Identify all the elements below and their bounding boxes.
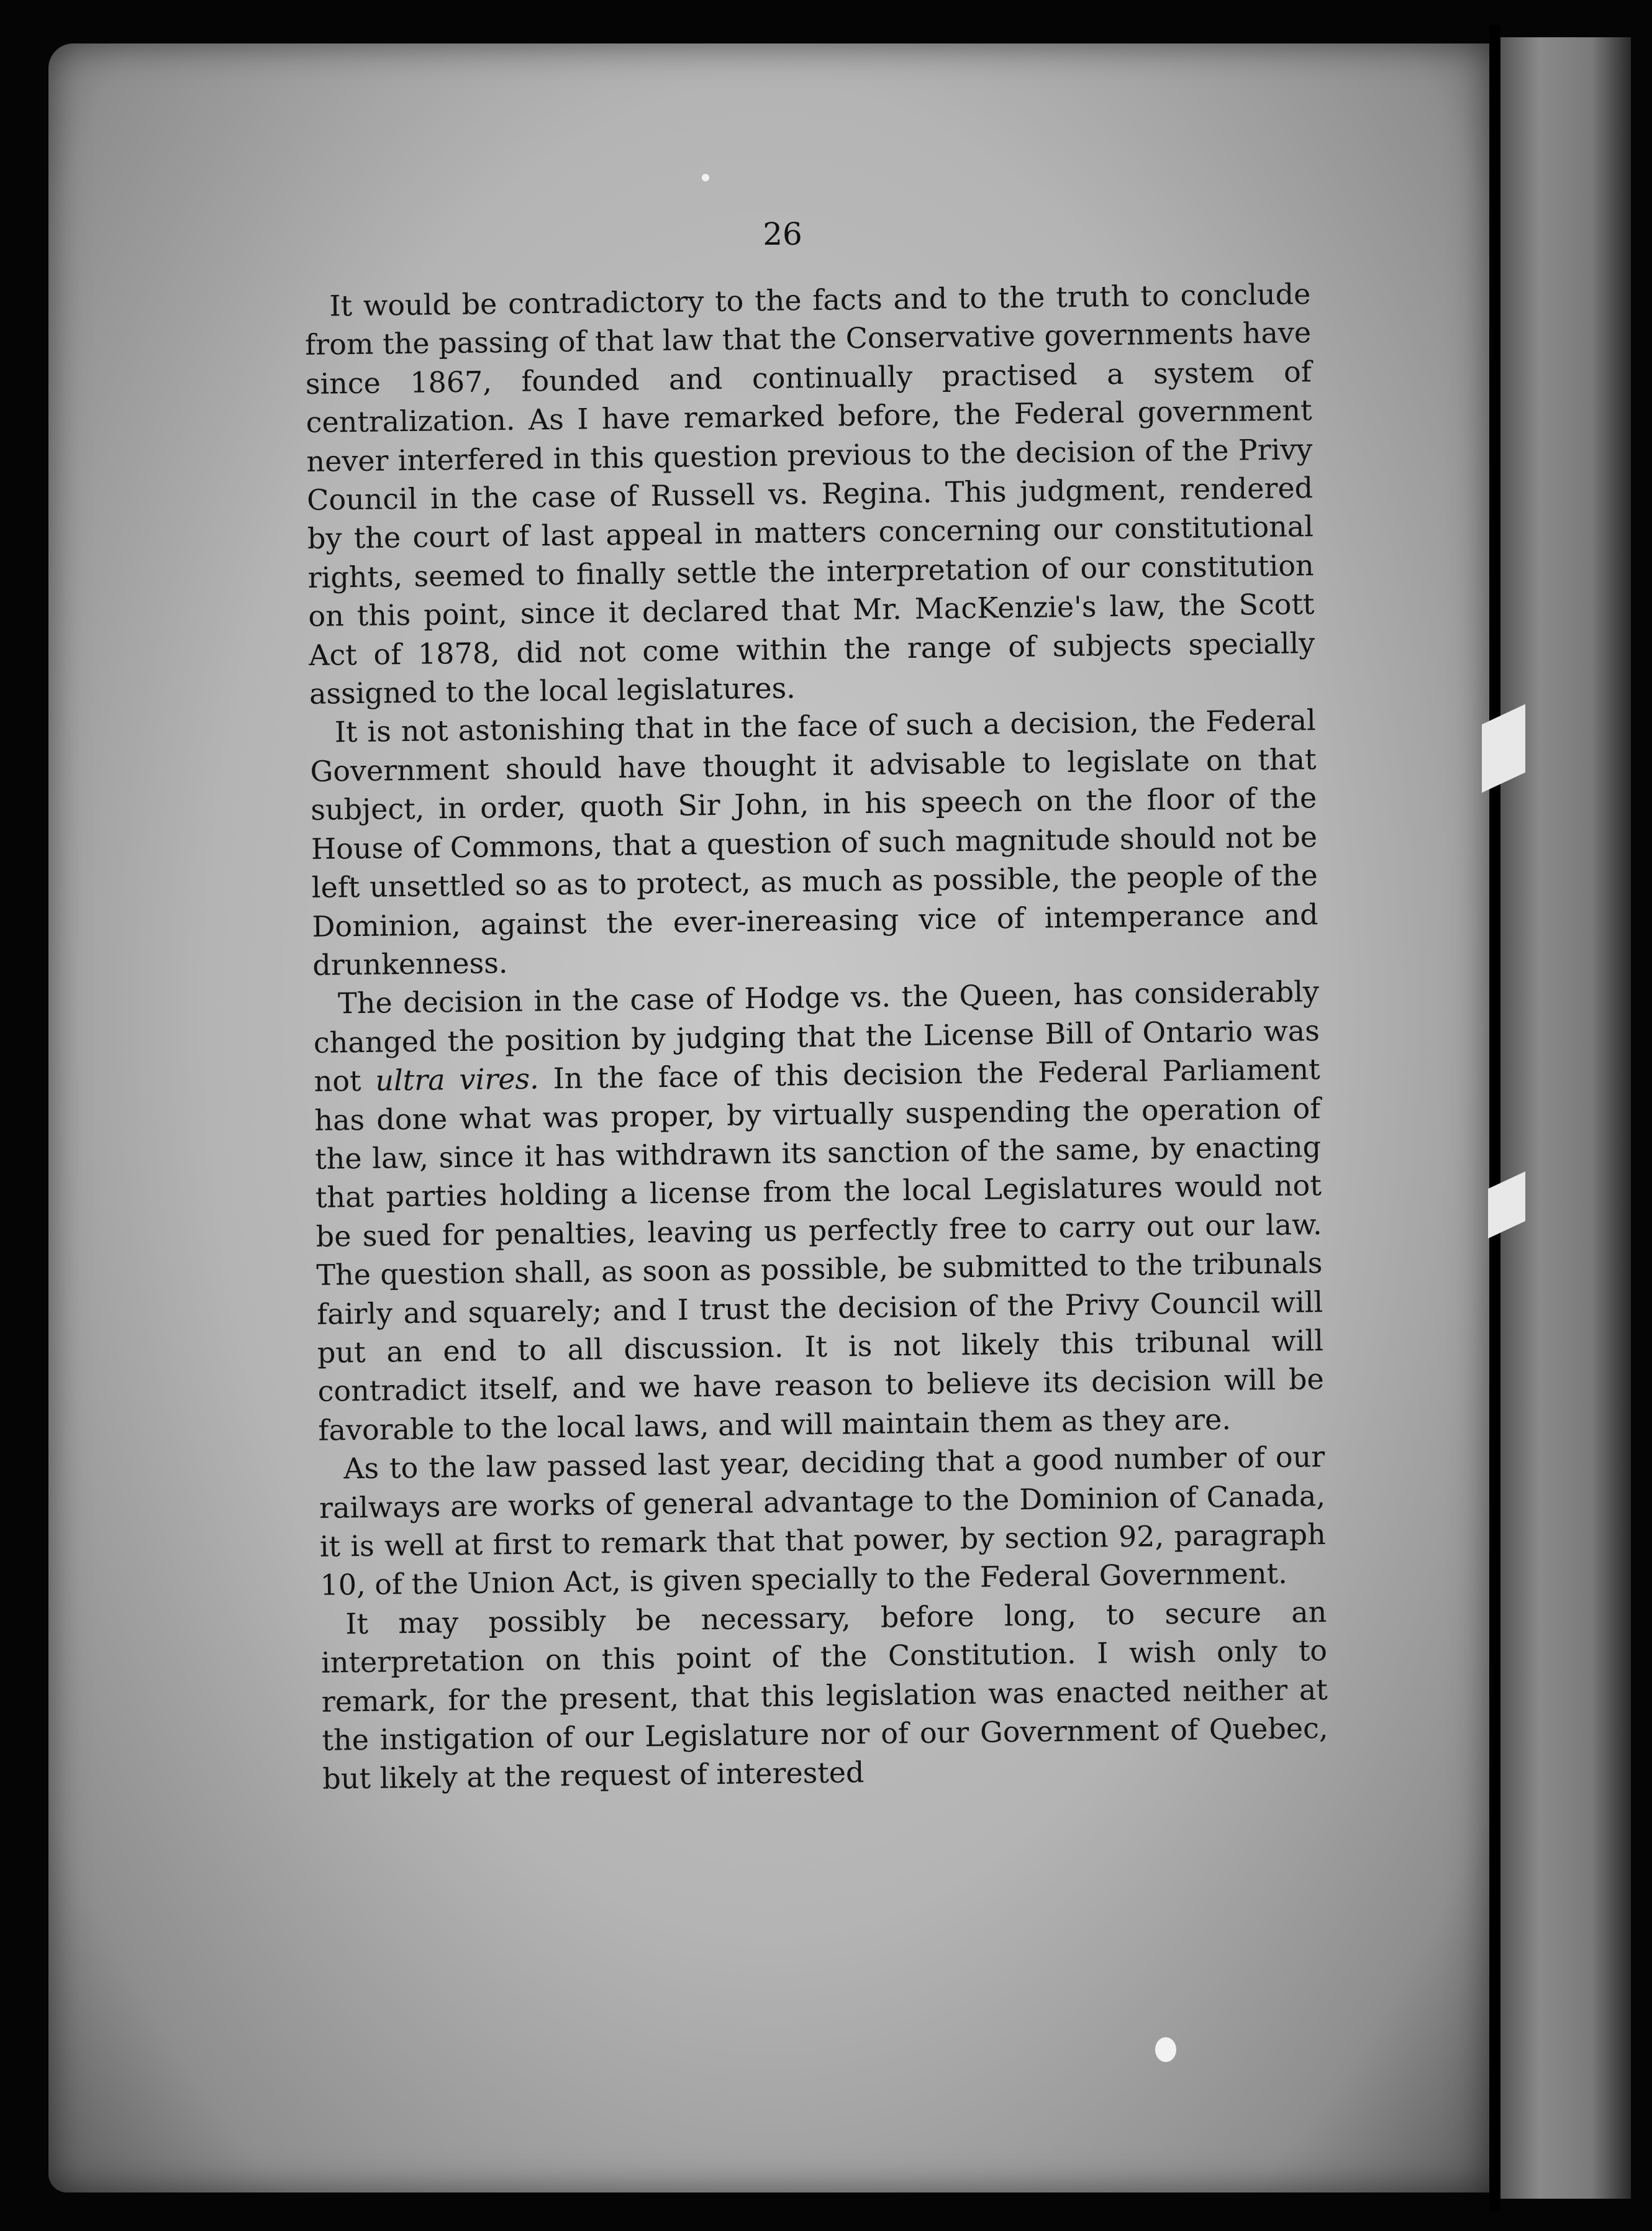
scan-speck [1155,2037,1176,2062]
body-text [304,275,1329,1798]
page-gutter [1489,25,1500,2211]
page-number: 26 [763,216,802,252]
paragraph [313,972,1325,1450]
scan-speck [702,174,709,181]
facing-page-edge [1500,37,1631,2199]
paragraph: It may possibly be necessary, before long, to secure an interpretation on this point of the Constitution. I wish only to remark, for the present, that this legislation was enacted neither at the instigation of our Legislature nor of our Government of Quebec, but likely at the request of interested [320,1594,1328,1796]
paragraph-text: The decision in the case of Hodge vs. the Queen, has considerably changed the position by judging that the License Bill of Ontario was not [313,975,1320,1099]
paragraph: It would be contradictory to the facts and to the truth to conclude from the passing of that law that the Conservative governments have since 1867, founded and continually practised a system of centralization. As I have remarked before, the Federal government never interfered in this question previous to the decision of the Privy Council in the case of Russell vs. Regina. This judgment, rendered by the court of last appeal in matters concerning our constitutional rights, seemed to finally settle the interpretation of our constitution on this point, since it declared that Mr. MacKenzie's law, the Scott Act of 1878, did not come within the range of subjects specially assigned to the local legislatures. [304,277,1315,711]
paragraph-text: In the face of this decision the Federal Parliament has done what was proper, by virtually suspending the operation of the law, since it has withdrawn its sanction of the same, by enacting that parties holding a license from the local Legislatures would not be sued for penalties, leaving us perfectly free to carry out our law. The question shall, as soon as possible, be submitted to the tribunals fairly and squarely; and I trust the decision of the Privy Council will put an end to all discussion. It is not likely this tribunal will contradict itself, and we have reason to believe its decision will be favorable to the local laws, and will maintain them as they are. [314,1052,1324,1447]
paragraph: It is not astonishing that in the face of such a decision, the Federal Government should have thought it advisable to legislate on that subject, in order, quoth Sir John, in his speech on the floor of the House of Commons, that a question of such magnitude should not be left unsettled so as to protect, as much as possible, the people of the Dominion, against the ever-inereasing vice of intemperance and drunkenness. [310,703,1318,982]
italic-phrase: ultra vires. [375,1061,540,1097]
paragraph: As to the law passed last year, deciding that a good number of our railways are works of general advantage to the Dominion of Canada, it is well at first to remark that that power, by section 92, paragraph 10, of the Union Act, is given specially to the Federal Government. [319,1440,1326,1602]
